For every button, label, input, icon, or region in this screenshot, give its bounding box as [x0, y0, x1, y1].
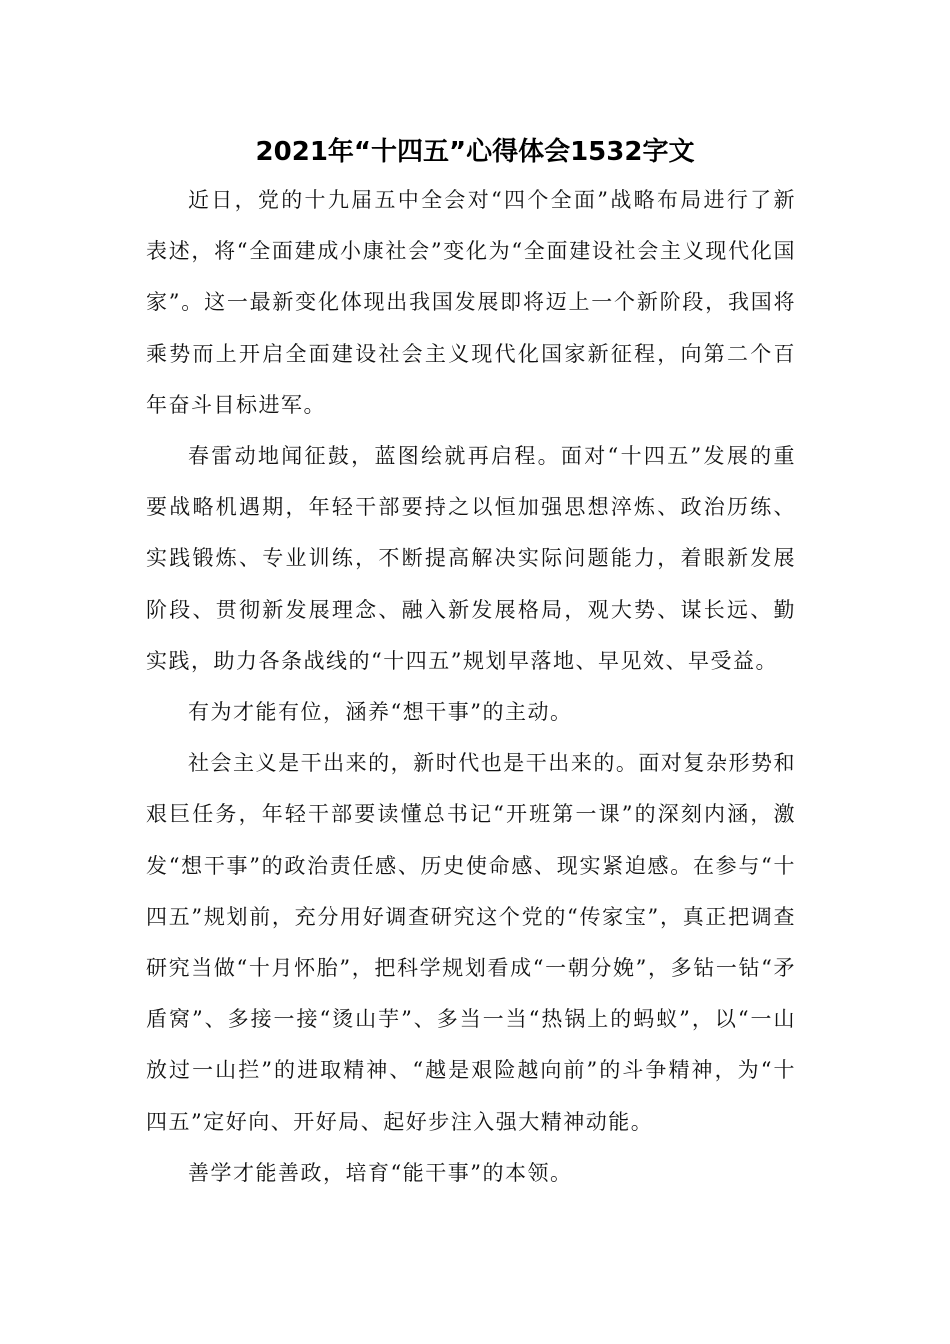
document-body [146, 175, 796, 1199]
paragraph-2: 春雷动地闻征鼓，蓝图绘就再启程。面对“十四五”发展的重要战略机遇期，年轻干部要持之以恒加强思想淬炼、政治历练、实践锻炼、专业训练，不断提高解决实际问题能力，着眼新发展阶段、贯彻新发展理念、融入新发展格局，观大势、谋长远、勤实践，助力各条战线的“十四五”规划早落地、早见效、早受益。 [146, 444, 796, 673]
paragraph-4: 社会主义是干出来的，新时代也是干出来的。面对复杂形势和艰巨任务，年轻干部要读懂总书记“开班第一课”的深刻内涵，激发“想干事”的政治责任感、历史使命感、现实紧迫感。在参与“十四五”规划前，充分用好调查研究这个党的“传家宝”，真正把调查研究当做“十月怀胎”，把科学规划看成“一朝分娩”，多钻一钻“矛盾窝”、多接一接“烫山芋”、多当一当“热锅上的蚂蚁”，以“一山放过一山拦”的进取精神、“越是艰险越向前”的斗争精神，为“十四五”定好向、开好局、起好步注入强大精神动能。 [146, 751, 796, 1134]
paragraph-3: 有为才能有位，涵养“想干事”的主动。 [188, 700, 573, 725]
document-title: 2021年“十四五”心得体会1532字文 [255, 137, 695, 167]
paragraph-1: 近日，党的十九届五中全会对“四个全面”战略布局进行了新表述，将“全面建成小康社会”变化为“全面建设社会主义现代化国家”。这一最新变化体现出我国发展即将迈上一个新阶段，我国将乘势而上开启全面建设社会主义现代化国家新征程，向第二个百年奋斗目标进军。 [146, 188, 796, 417]
paragraph-5: 善学才能善政，培育“能干事”的本领。 [188, 1160, 573, 1185]
